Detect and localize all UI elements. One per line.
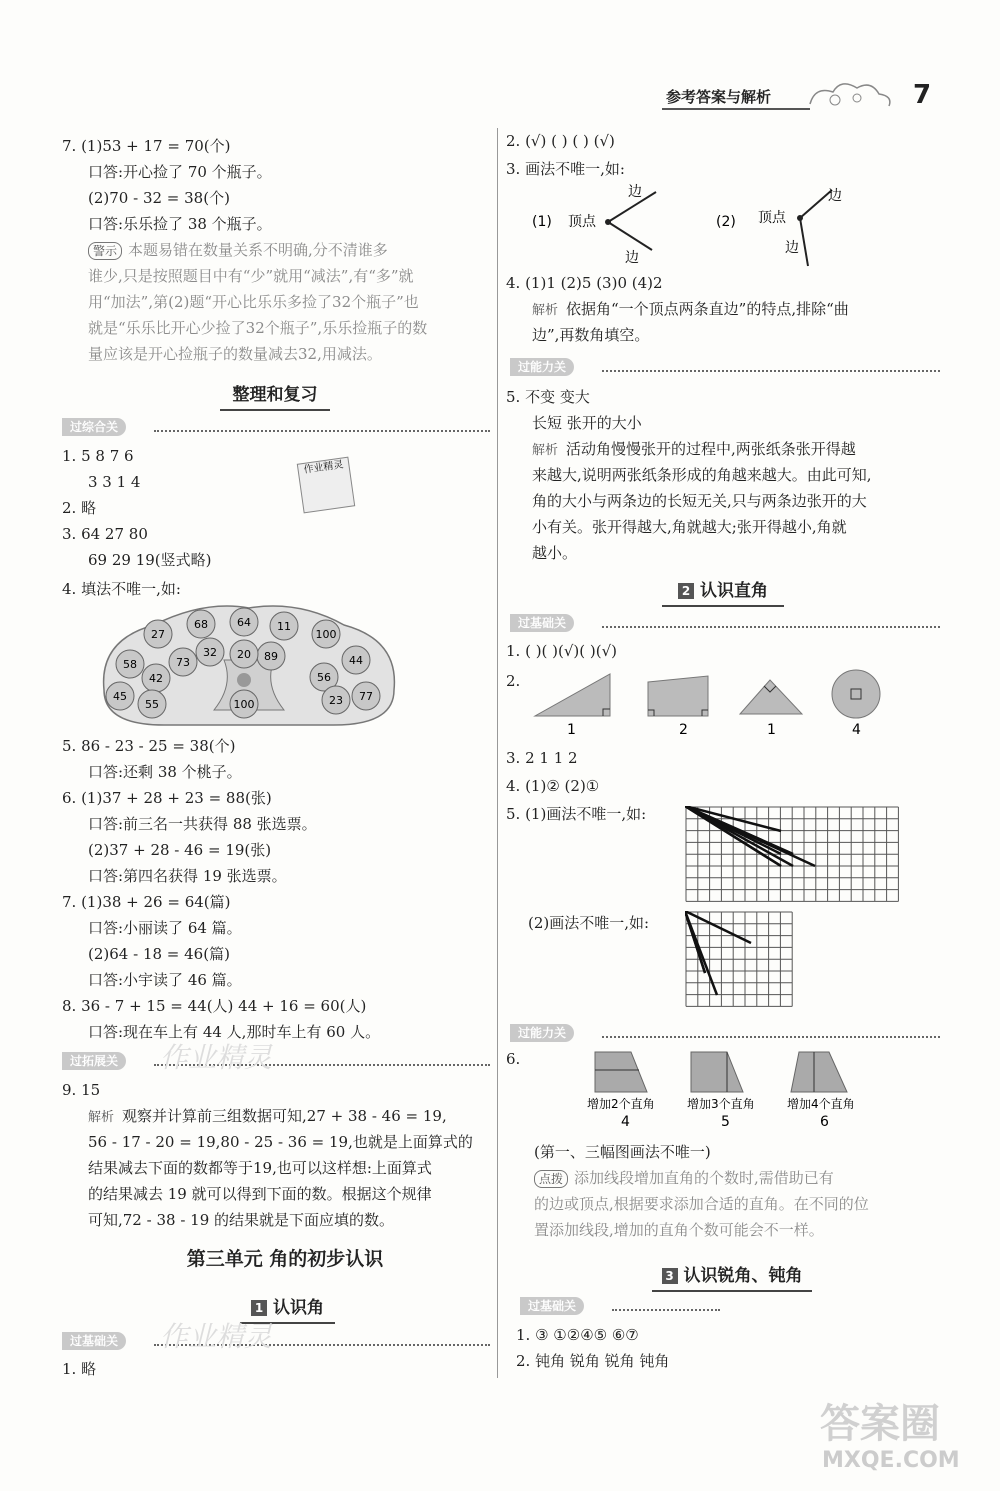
peacock-number: 56 <box>317 671 331 684</box>
b1-line: 1. ( )( )(√)( )(√) <box>506 642 618 660</box>
r3-line1: 3. 64 27 80 <box>62 525 148 543</box>
tip-line3: 置添加线段,增加的直角个数可能会不一样。 <box>534 1221 824 1239</box>
section-extension: 过拓展关 <box>62 1052 490 1072</box>
a3-line: 3. 画法不唯一,如: <box>506 160 625 178</box>
peacock-number: 77 <box>359 690 373 703</box>
watermark-text-2: 作业精灵 <box>160 1320 273 1353</box>
page-number: 7 <box>913 80 932 110</box>
section-ability-2: 过能力关 <box>510 1024 940 1044</box>
peacock-number: 45 <box>113 690 127 703</box>
r1-line2: 3 3 1 4 <box>88 473 141 491</box>
q7-line3: (2)70 - 32 = 38(个) <box>88 189 230 207</box>
footer-site: MXQE.COM <box>822 1448 960 1473</box>
r7-line3: (2)64 - 18 = 46(篇) <box>88 945 230 963</box>
a5-line2: 长短 张开的大小 <box>532 414 642 432</box>
peacock-number: 89 <box>264 650 278 663</box>
tip-line2: 的边或顶点,根据要求添加合适的直角。在不同的位 <box>534 1195 869 1213</box>
angle-figures <box>530 182 850 272</box>
r4-line: 4. 填法不唯一,如: <box>62 580 181 598</box>
peacock-number: 44 <box>349 654 363 667</box>
cloud-decoration-icon <box>805 76 895 114</box>
footer-logo: 答案圈 <box>820 1401 940 1447</box>
tip-line1: 点拨 添加线段增加直角的个数时,需借助已有 <box>534 1165 834 1191</box>
peacock-number: 58 <box>123 658 137 671</box>
section-ability-1: 过能力关 <box>510 358 940 378</box>
a5-explain3: 角的大小与两条边的长短无关,只与两条边张开的大 <box>532 492 867 510</box>
b6-note: (第一、三幅图画法不唯一) <box>534 1143 711 1161</box>
r9-explain2: 56 - 17 - 20 = 19,80 - 25 - 36 = 19,也就是上面算式的 <box>88 1133 473 1151</box>
a5-explain1: 解析 活动角慢慢张开的过程中,两张纸条张开得越 <box>532 440 856 458</box>
r6-line3: (2)37 + 28 - 46 = 19(张) <box>88 841 272 859</box>
shape3-label: 1 <box>767 722 776 738</box>
r7-line4: 口答:小宇读了 46 篇。 <box>88 971 242 989</box>
c2-line: 2. 钝角 锐角 锐角 钝角 <box>516 1352 670 1370</box>
fig1-vertex-label: 顶点 <box>568 214 596 230</box>
r7-line2: 口答:小丽读了 64 篇。 <box>88 919 242 937</box>
b2-line: 2. <box>506 672 521 690</box>
peacock-figure <box>94 600 404 732</box>
a5-explain2: 来越大,说明两张纸条形成的角越来越大。由此可知, <box>532 466 872 484</box>
trap2-count: 5 <box>721 1114 730 1130</box>
trap2-caption: 增加3个直角 <box>687 1097 755 1111</box>
r8-line2: 口答:现在车上有 44 人,那时车上有 60 人。 <box>88 1023 381 1041</box>
peacock-number: 64 <box>237 616 251 629</box>
header-title: 参考答案与解析 <box>666 88 772 106</box>
shape4-label: 4 <box>852 722 861 738</box>
peacock-number: 20 <box>237 648 251 661</box>
watermark-text: 作业精灵 <box>160 1041 273 1074</box>
warning-badge: 警示 <box>88 242 122 260</box>
grid-drawing-2 <box>685 911 799 1007</box>
a4-explain2: 边”,再数角填空。 <box>532 326 650 344</box>
fig2-edge-top: 边 <box>828 188 842 204</box>
fig1-label: (1) <box>532 214 552 230</box>
r5-line2: 口答:还剩 38 个桃子。 <box>88 763 242 781</box>
trap1-count: 4 <box>621 1114 630 1130</box>
b4-line: 4. (1)② (2)① <box>506 777 600 795</box>
grid-drawing-1 <box>685 806 901 902</box>
peacock-number: 27 <box>151 628 165 641</box>
homework-stamp: 作业精灵 <box>297 457 355 514</box>
r7-line1: 7. (1)38 + 26 = 64(篇) <box>62 893 231 911</box>
warning-line1: 警示 本题易错在数量关系不明确,分不清谁多 <box>88 237 388 263</box>
section-comprehensive: 过综合关 <box>62 418 490 438</box>
q7-line4: 口答:乐乐捡了 38 个瓶子。 <box>88 215 272 233</box>
peacock-number: 73 <box>176 656 190 669</box>
b5-line1: 5. (1)画法不唯一,如: <box>506 805 647 823</box>
fig1-edge-bottom: 边 <box>625 250 639 266</box>
tip-badge: 点拨 <box>534 1170 568 1188</box>
q7-line1: 7. (1)53 + 17 = 70(个) <box>62 137 231 155</box>
r9-line: 9. 15 <box>62 1081 101 1099</box>
b3-line: 3. 2 1 1 2 <box>506 749 578 767</box>
peacock-number: 68 <box>194 618 208 631</box>
peacock-number: 55 <box>145 698 159 711</box>
r1-line1: 1. 5 8 7 6 <box>62 447 134 465</box>
review-title: 整理和复习 <box>220 380 330 405</box>
shape1-label: 1 <box>567 722 576 738</box>
b5-line2: (2)画法不唯一,如: <box>528 914 650 932</box>
lesson1-title: 1 认识角 <box>240 1293 335 1318</box>
peacock-number: 11 <box>277 620 291 633</box>
r9-explain3: 结果减去下面的数都等于19,也可以这样想:上面算式 <box>88 1159 432 1177</box>
fig2-vertex-label: 顶点 <box>758 210 786 226</box>
peacock-number: 23 <box>329 694 343 707</box>
warning-line5: 量应该是开心捡瓶子的数量减去32,用减法。 <box>88 345 382 363</box>
a5-line1: 5. 不变 变大 <box>506 388 590 406</box>
section-basic-right-2: 过基础关 <box>520 1297 720 1317</box>
a4-explain1: 解析 依据角“一个顶点两条直边”的特点,排除“曲 <box>532 300 849 318</box>
section-basic-left: 过基础关 <box>62 1332 490 1352</box>
lesson3-title: 3 认识锐角、钝角 <box>652 1261 812 1286</box>
trap3-caption: 增加4个直角 <box>787 1097 855 1111</box>
r2-line: 2. 略 <box>62 499 97 517</box>
trap3-count: 6 <box>820 1114 829 1130</box>
r9-explain5: 可知,72 - 38 - 19 的结果就是下面应填的数。 <box>88 1211 395 1229</box>
r6-line2: 口答:前三名一共获得 88 张选票。 <box>88 815 317 833</box>
warning-line4: 就是“乐乐比开心少捡了32个瓶子”,乐乐捡瓶子的数 <box>88 319 428 337</box>
r9-explain1: 解析 观察并计算前三组数据可知,27 + 38 - 46 = 19, <box>88 1107 447 1125</box>
column-divider <box>497 128 498 1378</box>
peacock-number: 32 <box>203 646 217 659</box>
peacock-number: 100 <box>315 628 337 641</box>
fig2-edge-bottom: 边 <box>785 240 799 256</box>
trap1-caption: 增加2个直角 <box>587 1097 655 1111</box>
u1-line: 1. 略 <box>62 1360 97 1378</box>
r5-line1: 5. 86 - 23 - 25 = 38(个) <box>62 737 236 755</box>
fig2-label: (2) <box>716 214 736 230</box>
warning-line3: 用“加法”,第(2)题“开心比乐乐多捡了32个瓶子”也 <box>88 293 419 311</box>
r3-line2: 69 29 19(竖式略) <box>88 551 212 569</box>
shape2-label: 2 <box>679 722 688 738</box>
c1-line: 1. ③ ①②④⑤ ⑥⑦ <box>516 1326 639 1344</box>
warning-line2: 谁少,只是按照题目中有“少”就用“减法”,有“多”就 <box>88 267 414 285</box>
trapezoid-figures <box>585 1050 875 1130</box>
a2-line: 2. (√) ( ) ( ) (√) <box>506 132 615 150</box>
b6-line: 6. <box>506 1050 521 1068</box>
a5-explain5: 越小。 <box>532 544 578 562</box>
q7-line2: 口答:开心捡了 70 个瓶子。 <box>88 163 272 181</box>
r6-line1: 6. (1)37 + 28 + 23 = 88(张) <box>62 789 272 807</box>
r6-line4: 口答:第四名获得 19 张选票。 <box>88 867 287 885</box>
r9-explain4: 的结果减去 19 就可以得到下面的数。根据这个规律 <box>88 1185 432 1203</box>
a5-explain4: 小有关。张开得越大,角就越大;张开得越小,角就 <box>532 518 847 536</box>
right-angle-shapes <box>530 668 890 740</box>
header-rule <box>662 108 810 110</box>
lesson2-title: 2 认识直角 <box>662 576 784 601</box>
section-basic-right-1: 过基础关 <box>510 614 940 634</box>
peacock-number: 100 <box>233 698 255 711</box>
unit-title: 第三单元 角的初步认识 <box>186 1248 384 1270</box>
a4-line: 4. (1)1 (2)5 (3)0 (4)2 <box>506 274 663 292</box>
r8-line1: 8. 36 - 7 + 15 = 44(人) 44 + 16 = 60(人) <box>62 997 367 1015</box>
peacock-number: 42 <box>149 672 163 685</box>
fig1-edge-top: 边 <box>628 184 642 200</box>
